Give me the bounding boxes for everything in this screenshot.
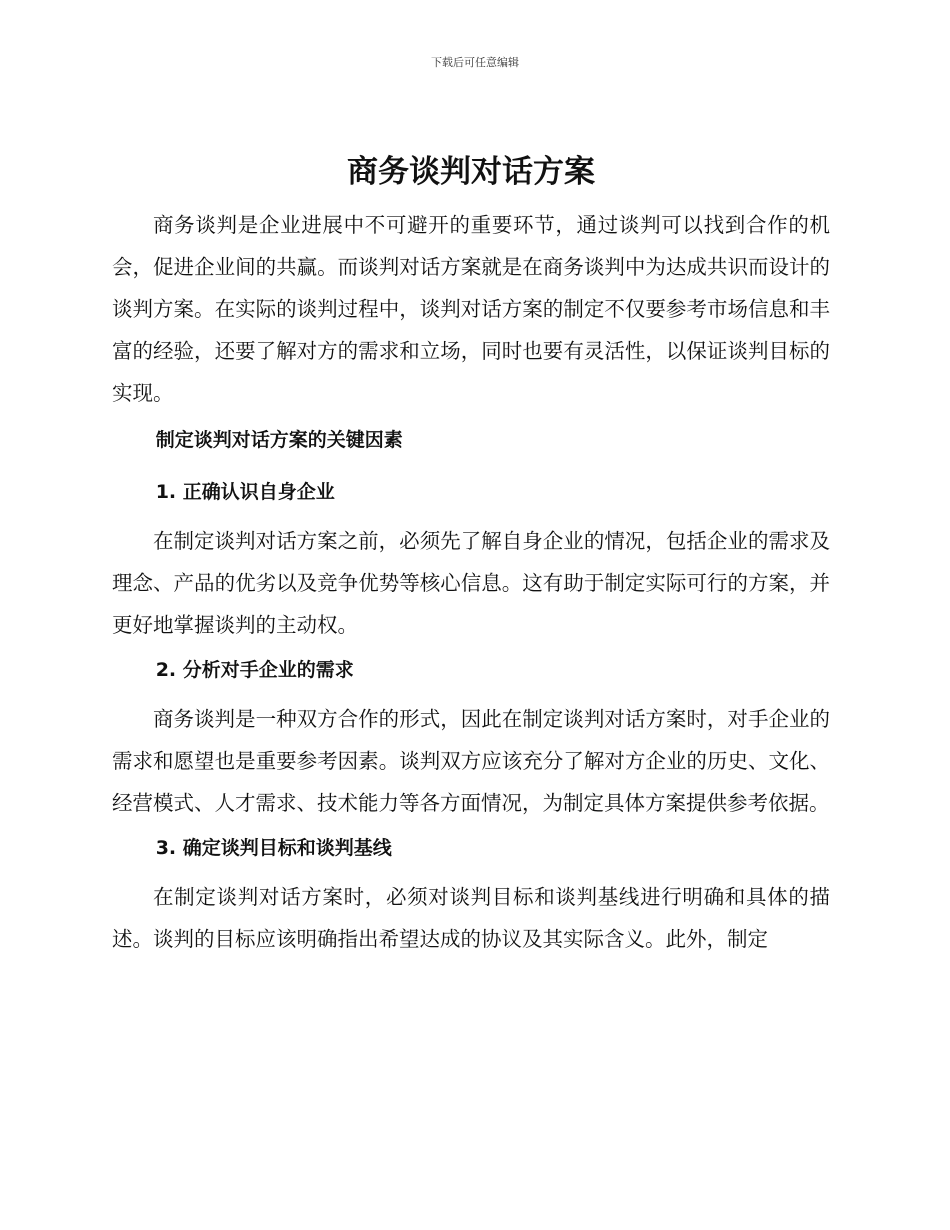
intro-paragraph: 商务谈判是企业进展中不可避开的重要环节，通过谈判可以找到合作的机会，促进企业间的共赢。而谈判对话方案就是在商务谈判中为达成共识而设计的谈判方案。在实际的谈判过程中，谈判对话方案的制定不仅要参考市场信息和丰富的经验，还要了解对方的需求和立场，同时也要有灵活性，以保证谈判目标的实现。: [112, 213, 830, 405]
item-heading-1: 1. 正确认识自身企业: [155, 481, 335, 503]
item-heading-3: 3. 确定谈判目标和谈判基线: [155, 837, 392, 859]
item-paragraph-3: 在制定谈判对话方案时，必须对谈判目标和谈判基线进行明确和具体的描述。谈判的目标应该明确指出希望达成的协议及其实际含义。此外，制定: [112, 885, 830, 951]
header-note: 下载后可任意编辑: [431, 56, 519, 69]
document-title: 商务谈判对话方案: [347, 154, 595, 190]
section-heading: 制定谈判对话方案的关键因素: [155, 429, 403, 451]
item-paragraph-2: 商务谈判是一种双方合作的形式，因此在制定谈判对话方案时，对手企业的需求和愿望也是重要参考因素。谈判双方应该充分了解对方企业的历史、文化、经营模式、人才需求、技术能力等各方面情况，为制定具体方案提供参考依据。: [112, 707, 830, 815]
document-body: [112, 146, 830, 960]
item-heading-2: 2. 分析对手企业的需求: [155, 659, 354, 681]
item-paragraph-1: 在制定谈判对话方案之前，必须先了解自身企业的情况，包括企业的需求及理念、产品的优劣以及竞争优势等核心信息。这有助于制定实际可行的方案，并更好地掌握谈判的主动权。: [112, 529, 830, 637]
